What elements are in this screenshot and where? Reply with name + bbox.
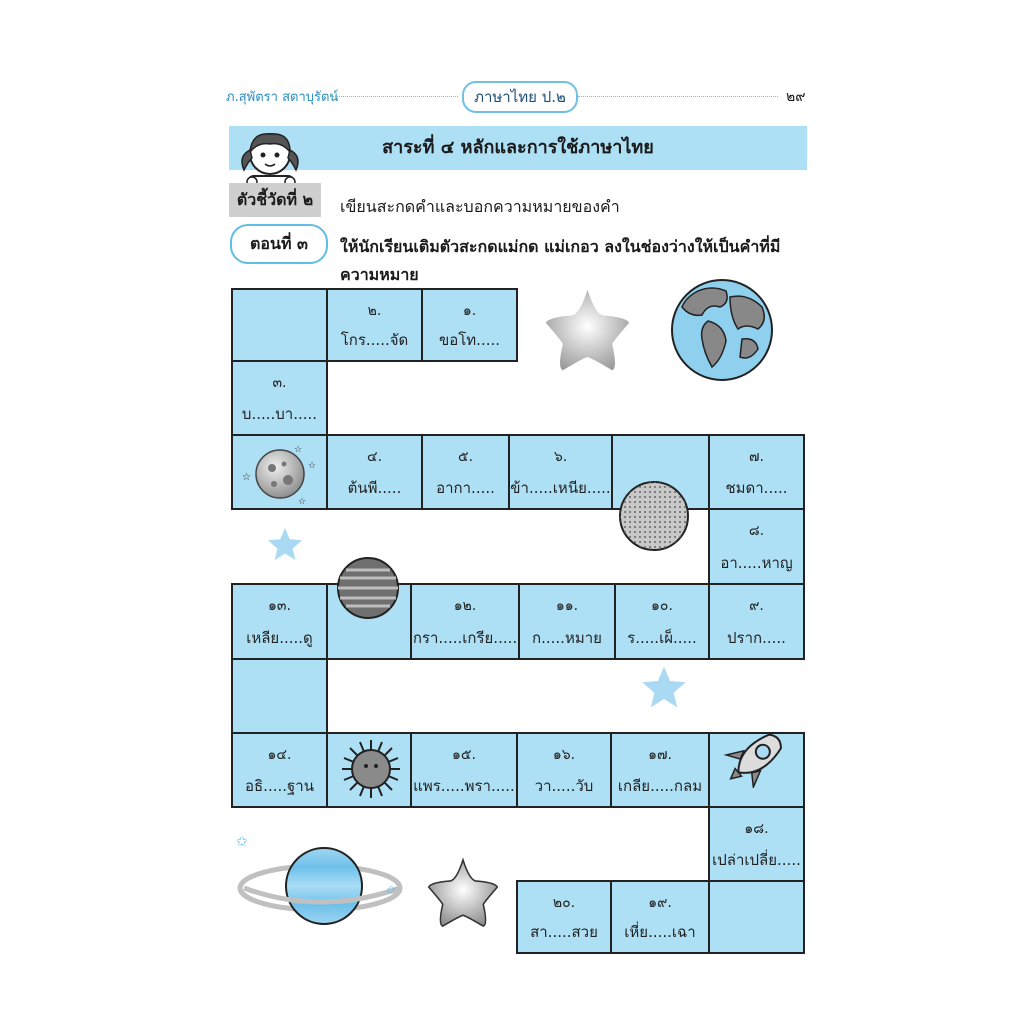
board-cell-6[interactable] <box>508 434 613 510</box>
cell-word: โกร.....จัด <box>340 331 409 349</box>
cell-number: ๒๐. <box>552 895 576 911</box>
cell-number: ๑๑. <box>555 598 579 614</box>
cell-number: ๑. <box>462 303 477 319</box>
cell-number: ๗. <box>749 449 764 465</box>
page-title: สาระที่ ๔ หลักและการใช้ภาษาไทย <box>382 137 654 158</box>
svg-text:☆: ☆ <box>308 461 317 471</box>
svg-text:☆: ☆ <box>298 497 307 506</box>
board-cell-11[interactable] <box>518 583 616 660</box>
board-cell-2[interactable] <box>326 288 423 362</box>
board-cell-15[interactable] <box>410 732 518 808</box>
cell-word: ก.....หมาย <box>532 629 602 647</box>
svg-text:✩: ✩ <box>236 834 248 850</box>
cell-number: ๔. <box>366 449 383 465</box>
header-author: ภ.สุพัตรา สตาบุรัตน์ <box>226 90 339 105</box>
board-cell-7[interactable] <box>708 434 805 510</box>
cell-word: เกลีย.....กลม <box>617 777 703 795</box>
silver-star-icon <box>424 856 502 930</box>
cell-word: บ.....บา..... <box>241 405 318 423</box>
blue-star-icon <box>640 664 688 710</box>
cell-number: ๑๕. <box>452 747 476 763</box>
cell-word: เปล่าเปลี่ย..... <box>712 851 801 869</box>
cell-word: อธิ.....ฐาน <box>245 777 314 795</box>
cell-word: อากา..... <box>436 479 495 497</box>
board-cell-10[interactable] <box>614 583 710 660</box>
cell-number: ๑๓. <box>268 598 291 614</box>
svg-text:✩: ✩ <box>386 883 397 897</box>
board-cell-4[interactable] <box>326 434 423 510</box>
board-cell-12[interactable] <box>410 583 520 660</box>
board-cell-1[interactable] <box>421 288 518 362</box>
board-cell-empty <box>708 880 805 954</box>
header-divider-right <box>578 96 778 97</box>
cell-number: ๘. <box>748 523 765 539</box>
board-cell-16[interactable] <box>516 732 612 808</box>
cell-word: กรา.....เกรีย..... <box>412 629 518 647</box>
cell-word: ขอโท..... <box>438 331 501 349</box>
ringed-planet-icon <box>234 830 414 936</box>
board-cell-empty <box>231 288 328 362</box>
board-cell-9[interactable] <box>708 583 805 660</box>
board-cell-17[interactable] <box>610 732 710 808</box>
cell-word: อา.....หาญ <box>720 554 793 572</box>
cell-number: ๑๐. <box>651 598 673 614</box>
board-cell-empty <box>231 658 328 734</box>
grey-planet-icon <box>618 480 690 552</box>
board-cell-13[interactable] <box>231 583 328 660</box>
cell-word: สา.....สวย <box>530 923 598 941</box>
cell-number: ๑๔. <box>267 747 292 763</box>
cell-word: ข้า.....เหนีย..... <box>510 479 611 497</box>
cell-number: ๑๒. <box>453 598 477 614</box>
earth-icon <box>668 277 776 383</box>
cell-word: ปราก..... <box>727 629 786 647</box>
board-cell-19[interactable] <box>610 880 710 954</box>
cell-number: ๖. <box>553 449 568 465</box>
instruction-text: ให้นักเรียนเติมตัวสะกดแม่กด แม่เกอว ลงในช่องว่างให้เป็นคำที่มีความหมาย <box>340 237 781 284</box>
header-divider-left <box>330 96 458 97</box>
part-label: ตอนที่ ๓ <box>230 224 328 264</box>
board-cell-14[interactable] <box>231 732 328 808</box>
sun-icon <box>340 738 402 800</box>
board-cell-5[interactable] <box>421 434 510 510</box>
board-cell-18[interactable] <box>708 806 805 882</box>
page-number: ๒๙ <box>786 89 806 105</box>
board-cell-3[interactable] <box>231 360 328 436</box>
cell-number: ๑๙. <box>648 895 672 911</box>
cell-number: ๕. <box>457 449 474 465</box>
cell-word: ต้นพี..... <box>347 479 402 497</box>
cell-number: ๓. <box>272 375 287 391</box>
cell-number: ๒. <box>367 303 382 319</box>
header-book-title: ภาษาไทย ป.๒ <box>462 81 578 113</box>
cell-number: ๑๘. <box>744 821 769 837</box>
cell-number: ๑๖. <box>552 747 576 763</box>
rocket-icon <box>718 722 800 788</box>
board-cell-8[interactable] <box>708 508 805 585</box>
cell-number: ๙. <box>749 598 764 614</box>
svg-text:☆: ☆ <box>294 445 303 455</box>
svg-text:☆: ☆ <box>242 472 251 483</box>
silver-star-icon <box>540 285 635 375</box>
cell-number: ๑๗. <box>648 747 672 763</box>
striped-planet-icon <box>336 556 400 620</box>
cell-word: ชมดา..... <box>725 479 788 497</box>
indicator-label: ตัวชี้วัดที่ ๒ <box>229 183 321 217</box>
cell-word: ร.....เผ็..... <box>627 629 697 647</box>
cell-word: เหี่ย.....เฉา <box>624 923 696 941</box>
cell-word: วา.....วับ <box>534 777 594 795</box>
indicator-text: เขียนสะกดคำและบอกความหมายของคำ <box>340 197 620 216</box>
moon-icon <box>238 440 322 506</box>
cell-word: แพร.....พรา..... <box>413 777 515 795</box>
blue-star-icon <box>266 526 304 562</box>
cell-word: เหลีย.....ดู <box>246 629 313 647</box>
board-cell-20[interactable] <box>516 880 612 954</box>
